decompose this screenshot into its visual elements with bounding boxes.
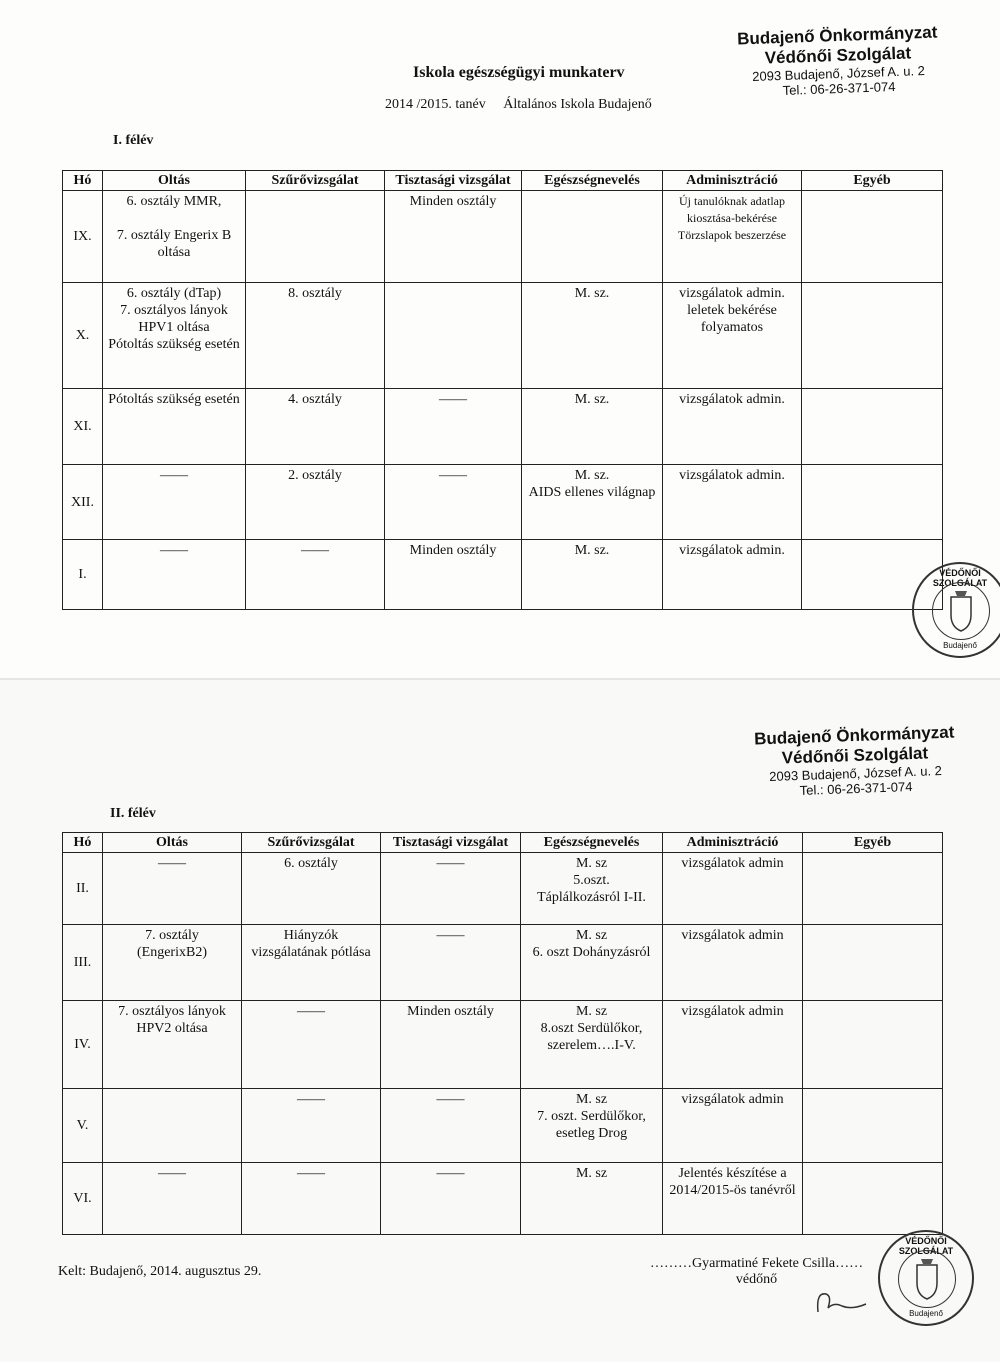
month-cell: V.	[63, 1089, 103, 1163]
cell-admin: vizsgálatok admin.	[663, 465, 802, 540]
table-row	[63, 191, 943, 283]
cell-neveles: M. sz. AIDS ellenes világnap	[522, 465, 663, 540]
header-cell: Egyéb	[802, 171, 943, 191]
school-name: Általános Iskola Budajenő	[503, 97, 652, 112]
cell-szuro	[246, 191, 385, 283]
cell-oltas: ——	[103, 465, 246, 540]
cell-oltas: ——	[103, 540, 246, 610]
cell-neveles: M. sz 7. oszt. Serdülőkor, esetleg Drog	[521, 1089, 663, 1163]
semester-1-label: I. félév	[113, 133, 154, 148]
cell-egyeb	[802, 389, 943, 465]
table-row	[63, 853, 943, 925]
stamp-place: Budajenő	[909, 1309, 943, 1318]
document-subtitle	[385, 97, 666, 113]
cell-egyeb	[803, 1089, 943, 1163]
table-header-row	[63, 833, 943, 853]
table-row	[63, 925, 943, 1001]
header-cell: Szűrővizsgálat	[246, 171, 385, 191]
header-cell: Oltás	[103, 171, 246, 191]
cell-admin: Jelentés készítése a 2014/2015-ös tanévről	[663, 1163, 803, 1235]
semester-1-table	[62, 170, 943, 610]
month-cell: II.	[63, 853, 103, 925]
cell-egyeb	[803, 1001, 943, 1089]
stamp-text: VÉDŐNŐI SZOLGÁLAT	[932, 568, 988, 588]
cell-egyeb	[803, 1163, 943, 1235]
cell-oltas: ——	[103, 1163, 242, 1235]
header-cell: Tisztasági vizsgálat	[385, 171, 522, 191]
header-cell: Oltás	[103, 833, 242, 853]
table-row	[63, 540, 943, 610]
cell-admin: vizsgálatok admin	[663, 1001, 803, 1089]
header-cell: Hó	[63, 171, 103, 191]
table-row	[63, 465, 943, 540]
header-cell: Tisztasági vizsgálat	[381, 833, 521, 853]
header-cell: Egészségnevelés	[521, 833, 663, 853]
month-cell: III.	[63, 925, 103, 1001]
cell-egyeb	[803, 925, 943, 1001]
cell-egyeb	[802, 191, 943, 283]
school-year: 2014 /2015. tanév	[385, 97, 486, 112]
cell-neveles: M. sz.	[522, 389, 663, 465]
cell-szuro: ——	[242, 1163, 381, 1235]
org-service: Védőnői Szolgálat	[781, 743, 929, 768]
cell-szuro: 8. osztály	[246, 283, 385, 389]
cell-tisztasag	[385, 283, 522, 389]
table-row	[63, 1001, 943, 1089]
cell-tisztasag: Minden osztály	[385, 191, 522, 283]
cell-szuro: Hiányzók vizsgálatának pótlása	[242, 925, 381, 1001]
month-cell: XI.	[63, 389, 103, 465]
cell-szuro: 4. osztály	[246, 389, 385, 465]
cell-oltas: ——	[103, 853, 242, 925]
cell-tisztasag: Minden osztály	[381, 1001, 521, 1089]
signer-role: védőnő	[735, 1272, 778, 1287]
org-letterhead	[737, 23, 940, 100]
coat-of-arms-icon	[898, 1250, 956, 1308]
org-name: Budajenő Önkormányzat	[753, 722, 955, 749]
cell-oltas: 6. osztály (dTap) 7. osztályos lányok HPV1 oltása Pótoltás szükség esetén	[103, 283, 246, 389]
table-row	[63, 283, 943, 389]
cell-oltas: 7. osztályos lányok HPV2 oltása	[103, 1001, 242, 1089]
cell-neveles: M. sz	[521, 1163, 663, 1235]
cell-neveles: M. sz.	[522, 540, 663, 610]
semester-2-table	[62, 832, 943, 1235]
cell-neveles	[522, 191, 663, 283]
header-cell: Egészségnevelés	[522, 171, 663, 191]
month-cell: X.	[63, 283, 103, 389]
header-cell: Szűrővizsgálat	[242, 833, 381, 853]
official-stamp	[912, 562, 1000, 658]
cell-szuro: ——	[242, 1001, 381, 1089]
cell-tisztasag: ——	[385, 389, 522, 465]
cell-tisztasag: ——	[385, 465, 522, 540]
month-cell: I.	[63, 540, 103, 610]
table-row	[63, 389, 943, 465]
cell-egyeb	[803, 853, 943, 925]
cell-oltas: 6. osztály MMR, 7. osztály Engerix B oltása	[103, 191, 246, 283]
cell-oltas	[103, 1089, 242, 1163]
org-letterhead-2	[754, 723, 957, 800]
month-cell: IV.	[63, 1001, 103, 1089]
page-divider	[0, 678, 1000, 680]
table-row	[63, 1089, 943, 1163]
org-name: Budajenő Önkormányzat	[736, 22, 938, 49]
cell-neveles: M. sz.	[522, 283, 663, 389]
cell-admin: vizsgálatok admin	[663, 925, 803, 1001]
org-address: 2093 Budajenő, József A. u. 2	[751, 62, 926, 85]
cell-szuro: ——	[246, 540, 385, 610]
cell-oltas: 7. osztály (EngerixB2)	[103, 925, 242, 1001]
cell-neveles: M. sz 6. oszt Dohányzásról	[521, 925, 663, 1001]
cell-oltas: Pótoltás szükség esetén	[103, 389, 246, 465]
cell-admin: vizsgálatok admin	[663, 853, 803, 925]
cell-tisztasag: ——	[381, 853, 521, 925]
cell-tisztasag: ——	[381, 1163, 521, 1235]
cell-szuro: ——	[242, 1089, 381, 1163]
month-cell: IX.	[63, 191, 103, 283]
footer-date: Kelt: Budajenő, 2014. augusztus 29.	[58, 1264, 262, 1279]
header-cell: Adminisztráció	[663, 171, 802, 191]
org-service: Védőnői Szolgálat	[764, 43, 912, 68]
month-cell: VI.	[63, 1163, 103, 1235]
header-cell: Egyéb	[803, 833, 943, 853]
official-stamp-2	[878, 1230, 974, 1326]
stamp-place: Budajenő	[943, 641, 977, 650]
signer-name: ………Gyarmatiné Fekete Csilla……	[650, 1256, 864, 1271]
cell-neveles: M. sz 8.oszt Serdülőkor, szerelem….I-V.	[521, 1001, 663, 1089]
cell-szuro: 2. osztály	[246, 465, 385, 540]
cell-tisztasag: Minden osztály	[385, 540, 522, 610]
cell-neveles: M. sz 5.oszt. Táplálkozásról I-II.	[521, 853, 663, 925]
header-cell: Hó	[63, 833, 103, 853]
stamp-text: VÉDŐNŐI SZOLGÁLAT	[898, 1236, 954, 1256]
org-address: 2093 Budajenő, József A. u. 2	[768, 762, 943, 785]
semester-2-label: II. félév	[110, 806, 156, 821]
cell-admin: vizsgálatok admin.	[663, 540, 802, 610]
org-phone: Tel.: 06-26-371-074	[799, 779, 913, 798]
cell-szuro: 6. osztály	[242, 853, 381, 925]
table-header-row	[63, 171, 943, 191]
handwritten-signature	[812, 1282, 872, 1322]
cell-tisztasag: ——	[381, 925, 521, 1001]
document-title: Iskola egészségügyi munkaterv	[413, 64, 625, 81]
cell-tisztasag: ——	[381, 1089, 521, 1163]
cell-admin: vizsgálatok admin.	[663, 389, 802, 465]
coat-of-arms-icon	[932, 582, 990, 640]
org-phone: Tel.: 06-26-371-074	[782, 79, 896, 98]
table-row	[63, 1163, 943, 1235]
cell-admin: vizsgálatok admin	[663, 1089, 803, 1163]
cell-admin: Új tanulóknak adatlap kiosztása-bekérése Törzslapok beszerzése	[663, 191, 802, 283]
cell-egyeb	[802, 465, 943, 540]
header-cell: Adminisztráció	[663, 833, 803, 853]
cell-egyeb	[802, 283, 943, 389]
cell-admin: vizsgálatok admin. leletek bekérése folyamatos	[663, 283, 802, 389]
month-cell: XII.	[63, 465, 103, 540]
